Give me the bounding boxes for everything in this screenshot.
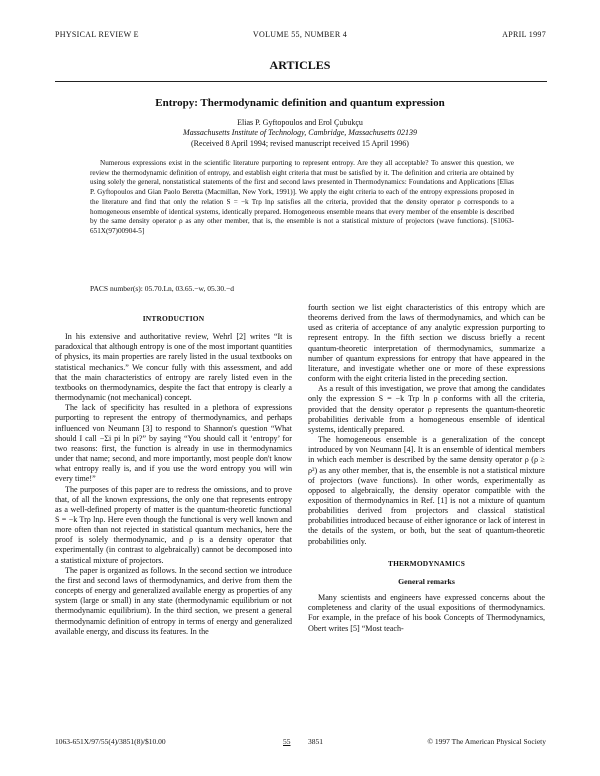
footer-volume: 55: [283, 737, 291, 746]
authors: Elias P. Gyftopoulos and Erol Çubukçu: [237, 118, 363, 127]
received-dates: (Received 8 April 1994; revised manuscript received 15 April 1996): [191, 139, 409, 148]
section-heading-introduction: INTRODUCTION: [142, 314, 205, 323]
footer-code: 1063-651X/97/55(4)/3851(8)/$10.00: [55, 737, 166, 746]
left-column: [55, 310, 292, 637]
section-heading-thermodynamics: THERMODYNAMICS: [387, 558, 466, 568]
paragraph: The purposes of this paper are to redress the omissions, and to prove that, of all the known expressions, the only one that represents entropy as a well-defined property of matter is the quantum-theoretic functional S = −k Trρ lnρ. Here even though the functional is very well known and more often than not rejected in statistical quantum mechanics, here the proof is solely thermodynamic, and ρ is a density operator that experimentally (in contrast to algebraically) cannot be decomposed into a statistical mixture of projectors.: [55, 484, 292, 565]
paragraph: The paper is organized as follows. In the second section we introduce the first and second laws of thermodynamics, and derive from them the concepts of energy and generalized available energy as properties of any system (large or small) in any state (thermodynamic equilibrium or not thermodynamic equilibrium). In the third section, we present a general thermodynamic definition of entropy in terms of energy and generalized available energy, and discuss its features. In the: [55, 565, 292, 636]
pacs-numbers: PACS number(s): 05.70.Ln, 03.65.−w, 05.30.−d: [90, 284, 234, 293]
paragraph: As a result of this investigation, we prove that among the candidates only the expression S = −k Trρ ln ρ conforms with all the criteria, provided that the density operator ρ represents the quantum-theoretic probabilities derivable from a homogeneous ensemble of identical systems, identically prepared.: [308, 384, 545, 434]
journal-name: PHYSICAL REVIEW E: [55, 30, 139, 39]
affiliation: Massachusetts Institute of Technology, Cambridge, Massachusetts 02139: [183, 128, 417, 137]
paragraph: The homogeneous ensemble is a generalization of the concept introduced by von Neumann [4]. It is an ensemble of identical members in which each member is described by the same density operator ρ (ρ ≥ ρ²) as any other member, that is, the ensemble is not a statistical mixture of projectors (wave functions). In other words, experimentally as opposed to algebraically, the density operator compatible with the exposition of thermodynamics in Ref. [1] is not a mixture of quantum probabilities derived from projectors and classical statistical probabilities introduced because of either ignorance or lack of interest in the details of the system, or both, but the seat of quantum-theoretic probabilities only.: [308, 435, 545, 546]
issue-date: APRIL 1997: [502, 30, 546, 39]
paragraph: The lack of specificity has resulted in a plethora of expressions purporting to represent the entropy of thermodynamics, and perhaps influenced von Neumann [3] to respond to Shannon's question “What should I call −Σi pi ln pi?” by saying “You should call it ‘entropy’ for two reasons: first, the function is already in use in thermodynamics under that name; second, and more importantly, most people don't know what entropy really is, and if you use the word entropy you will win every time!”: [55, 403, 292, 484]
subsection-heading: General remarks: [398, 576, 455, 586]
right-column: [308, 303, 545, 634]
footer-page-number: 3851: [308, 737, 323, 746]
abstract: Numerous expressions exist in the scientific literature purporting to represent entropy. Are they all acceptable? To answer this question, we review the thermodynamic definition of entropy, and establish eight criteria that must be satisfied by it. The definition and criteria are obtained by using solely the general, nonstatistical statements of the first and second laws presented in Thermodynamics: Foundations and Applications [Elias P. Gyftopoulos and Gian Paolo Beretta (Macmillan, New York, 1991)]. We apply the eight criteria to each of the entropy expressions proposed in the literature and find that only the relation S = −k Trρ lnρ satisfies all the criteria, provided that the density operator ρ corresponds to a homogeneous ensemble of identical systems, identically prepared. Homogeneous ensemble means that every member of the ensemble is described by the same density operator ρ as any other member, that is, the ensemble is not a statistical mixture of projectors (wave functions). [S1063-651X(97)00904-5]: [90, 159, 514, 235]
footer-copyright: © 1997 The American Physical Society: [427, 737, 546, 746]
paragraph: In his extensive and authoritative review, Wehrl [2] writes “It is paradoxical that although entropy is one of the most important quantities of physics, its main properties are rarely listed in the usual textbooks on statistical mechanics.” We concur fully with this assessment, and add that the main characteristics of entropy are rarely listed even in the textbooks on thermodynamics, despite the fact that entropy is clearly a thermodynamic (not mechanical) concept.: [55, 332, 292, 403]
paragraph: fourth section we list eight characteristics of this entropy which are theorems derived from the laws of thermodynamics, and which can be used as criteria of acceptance of any analytic expression purporting to represent entropy. In the fifth section we discuss briefly a recent quantum-theoretic interpretation of thermodynamics, summarize a number of quantum expressions for entropy that have appeared in the literature, and investigate whether one or more of these expressions conform with the eight criteria listed in the preceding section.: [308, 303, 545, 384]
volume-number: VOLUME 55, NUMBER 4: [252, 30, 348, 39]
paper-title: Entropy: Thermodynamic definition and quantum expression: [155, 97, 445, 109]
section-title: ARTICLES: [269, 58, 331, 72]
top-rule: [55, 81, 547, 82]
paragraph: Many scientists and engineers have expressed concerns about the completeness and clarity of the usual expositions of thermodynamics. For example, in the preface of his book Concepts of Thermodynamics, Obert writes [5] “Most teach-: [308, 593, 545, 633]
